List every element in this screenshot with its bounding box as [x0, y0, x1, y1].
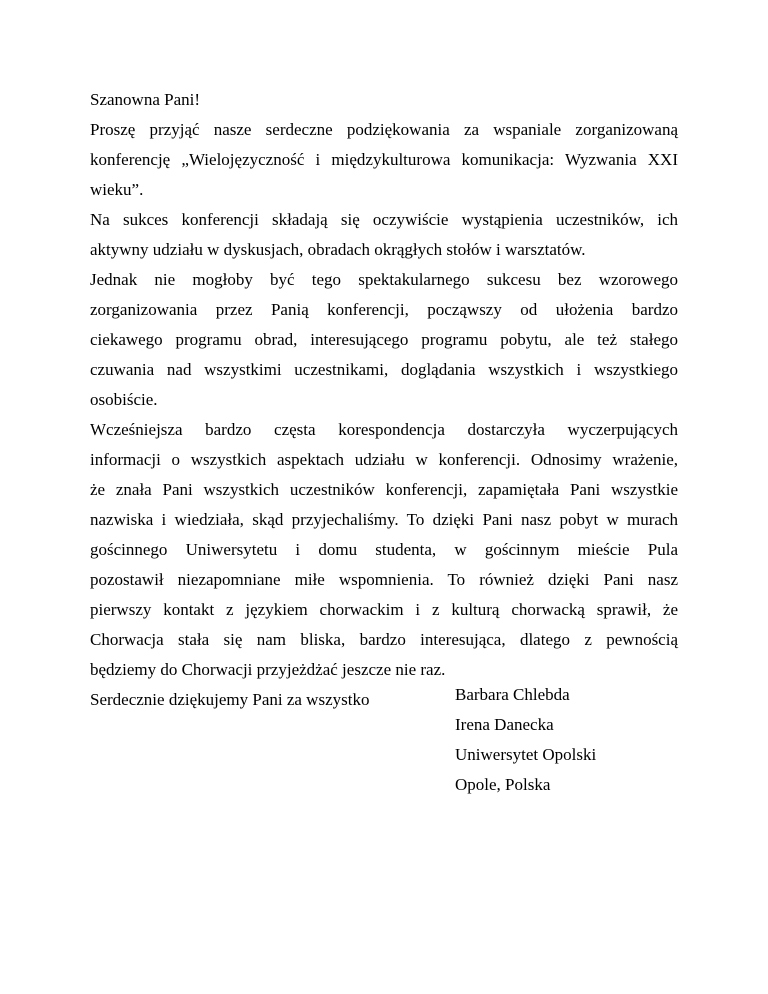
letter-line: będziemy do Chorwacji przyjeżdżać jeszcze nie raz.: [90, 660, 446, 679]
letter-line: Proszę przyjąć nasze serdeczne podziękowania za wspaniale zorganizowaną: [90, 120, 678, 139]
letter-line: konferencję „Wielojęzyczność i międzykulturowa komunikacja: Wyzwania XXI: [90, 150, 678, 169]
signature-block: [455, 680, 596, 800]
letter-line: gościnnego Uniwersytetu i domu studenta, w gościnnym mieście Pula: [90, 540, 678, 559]
closing-line: Serdecznie dziękujemy Pani za wszystko: [90, 690, 370, 709]
letter-body: [90, 85, 678, 715]
signatory-institution: Uniwersytet Opolski: [455, 745, 597, 764]
signatory-location: Opole, Polska: [455, 775, 551, 794]
letter-line: wieku”.: [90, 180, 144, 199]
letter-paragraphs: [90, 115, 678, 685]
letter-line: pozostawił niezapomniane miłe wspomnienia. To również dzięki Pani nasz: [90, 570, 678, 589]
letter-line: Wcześniejsza bardzo częsta korespondencja dostarczyła wyczerpujących: [90, 420, 678, 439]
letter-line: aktywny udziału w dyskusjach, obradach okrągłych stołów i warsztatów.: [90, 240, 586, 259]
letter-line: osobiście.: [90, 390, 158, 409]
signatory-name-1: Barbara Chlebda: [455, 685, 570, 704]
letter-line: Jednak nie mogłoby być tego spektakularnego sukcesu bez wzorowego: [90, 270, 678, 289]
letter-line: ciekawego programu obrad, interesującego programu pobytu, ale też stałego: [90, 330, 678, 349]
letter-line: że znała Pani wszystkich uczestników konferencji, zapamiętała Pani wszystkie: [90, 480, 678, 499]
letter-line: informacji o wszystkich aspektach udziału w konferencji. Odnosimy wrażenie,: [90, 450, 678, 469]
signatory-name-2: Irena Danecka: [455, 715, 554, 734]
letter-line: nazwiska i wiedziała, skąd przyjechaliśmy. To dzięki Pani nasz pobyt w murach: [90, 510, 678, 529]
greeting: Szanowna Pani!: [90, 90, 201, 109]
letter-line: pierwszy kontakt z językiem chorwackim i z kulturą chorwacką sprawił, że: [90, 600, 678, 619]
letter-line: Chorwacja stała się nam bliska, bardzo interesująca, dlatego z pewnością: [90, 630, 678, 649]
letter-line: zorganizowania przez Panią konferencji, począwszy od ułożenia bardzo: [90, 300, 678, 319]
letter-line: Na sukces konferencji składają się oczywiście wystąpienia uczestników, ich: [90, 210, 678, 229]
letter-line: czuwania nad wszystkimi uczestnikami, doglądania wszystkich i wszystkiego: [90, 360, 678, 379]
